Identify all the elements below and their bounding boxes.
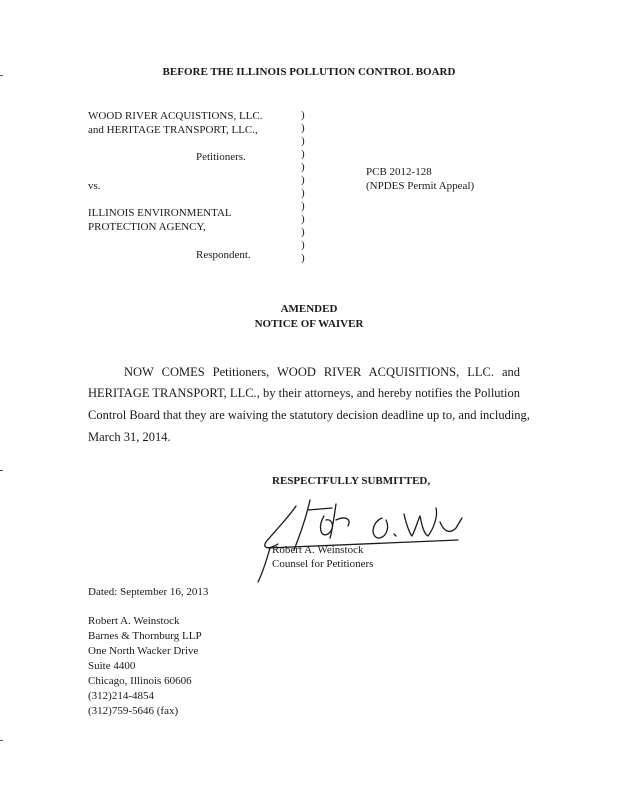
caption-paren: )	[301, 226, 305, 238]
document-title-line1: AMENDED	[280, 303, 338, 315]
caption-paren: )	[301, 135, 305, 147]
body-paragraph-line: March 31, 2014.	[88, 430, 171, 444]
caption-paren: )	[301, 239, 305, 251]
caption-paren: )	[301, 200, 305, 212]
address-line: Suite 4400	[88, 660, 136, 672]
caption-paren: )	[301, 187, 305, 199]
scan-margin-mark	[0, 470, 3, 471]
petitioner-name-line2: and HERITAGE TRANSPORT, LLC.,	[88, 124, 258, 136]
caption-paren: )	[301, 174, 305, 186]
respondent-role: Respondent.	[196, 249, 251, 261]
scan-margin-mark	[0, 740, 3, 741]
address-line: (312)759-5646 (fax)	[88, 705, 179, 717]
caption-paren: )	[301, 213, 305, 225]
document-title-line2: NOTICE OF WAIVER	[254, 318, 364, 330]
body-paragraph-line: NOW COMES Petitioners, WOOD RIVER ACQUISITIONS, LLC. and	[124, 365, 520, 379]
handwritten-signature	[248, 488, 488, 588]
body-paragraph-line: Control Board that they are waiving the statutory decision deadline up to, and including,	[88, 408, 530, 422]
address-line: Robert A. Weinstock	[88, 615, 180, 627]
document-heading: BEFORE THE ILLINOIS POLLUTION CONTROL BOARD	[162, 66, 456, 78]
caption-paren: )	[301, 122, 305, 134]
caption-paren: )	[301, 161, 305, 173]
caption-paren: )	[301, 148, 305, 160]
petitioner-name-line1: WOOD RIVER ACQUISTIONS, LLC.	[88, 110, 263, 122]
respondent-name-line2: PROTECTION AGENCY,	[88, 221, 206, 233]
signer-name: Robert A. Weinstock	[272, 544, 364, 556]
petitioners-role: Petitioners.	[196, 151, 246, 163]
address-line: Chicago, Illinois 60606	[88, 675, 192, 687]
signer-role: Counsel for Petitioners	[272, 558, 374, 570]
date-line: Dated: September 16, 2013	[88, 586, 209, 598]
case-type: (NPDES Permit Appeal)	[366, 180, 475, 192]
closing-phrase: RESPECTFULLY SUBMITTED,	[272, 475, 431, 487]
address-line: Barnes & Thornburg LLP	[88, 630, 202, 642]
versus-label: vs.	[88, 180, 101, 192]
respondent-name-line1: ILLINOIS ENVIRONMENTAL	[88, 207, 232, 219]
body-paragraph-line: HERITAGE TRANSPORT, LLC., by their attorneys, and hereby notifies the Pollution	[88, 386, 520, 400]
address-line: (312)214-4854	[88, 690, 154, 702]
case-number: PCB 2012-128	[366, 166, 432, 178]
caption-paren: )	[301, 109, 305, 121]
address-line: One North Wacker Drive	[88, 645, 199, 657]
caption-paren: )	[301, 252, 305, 264]
